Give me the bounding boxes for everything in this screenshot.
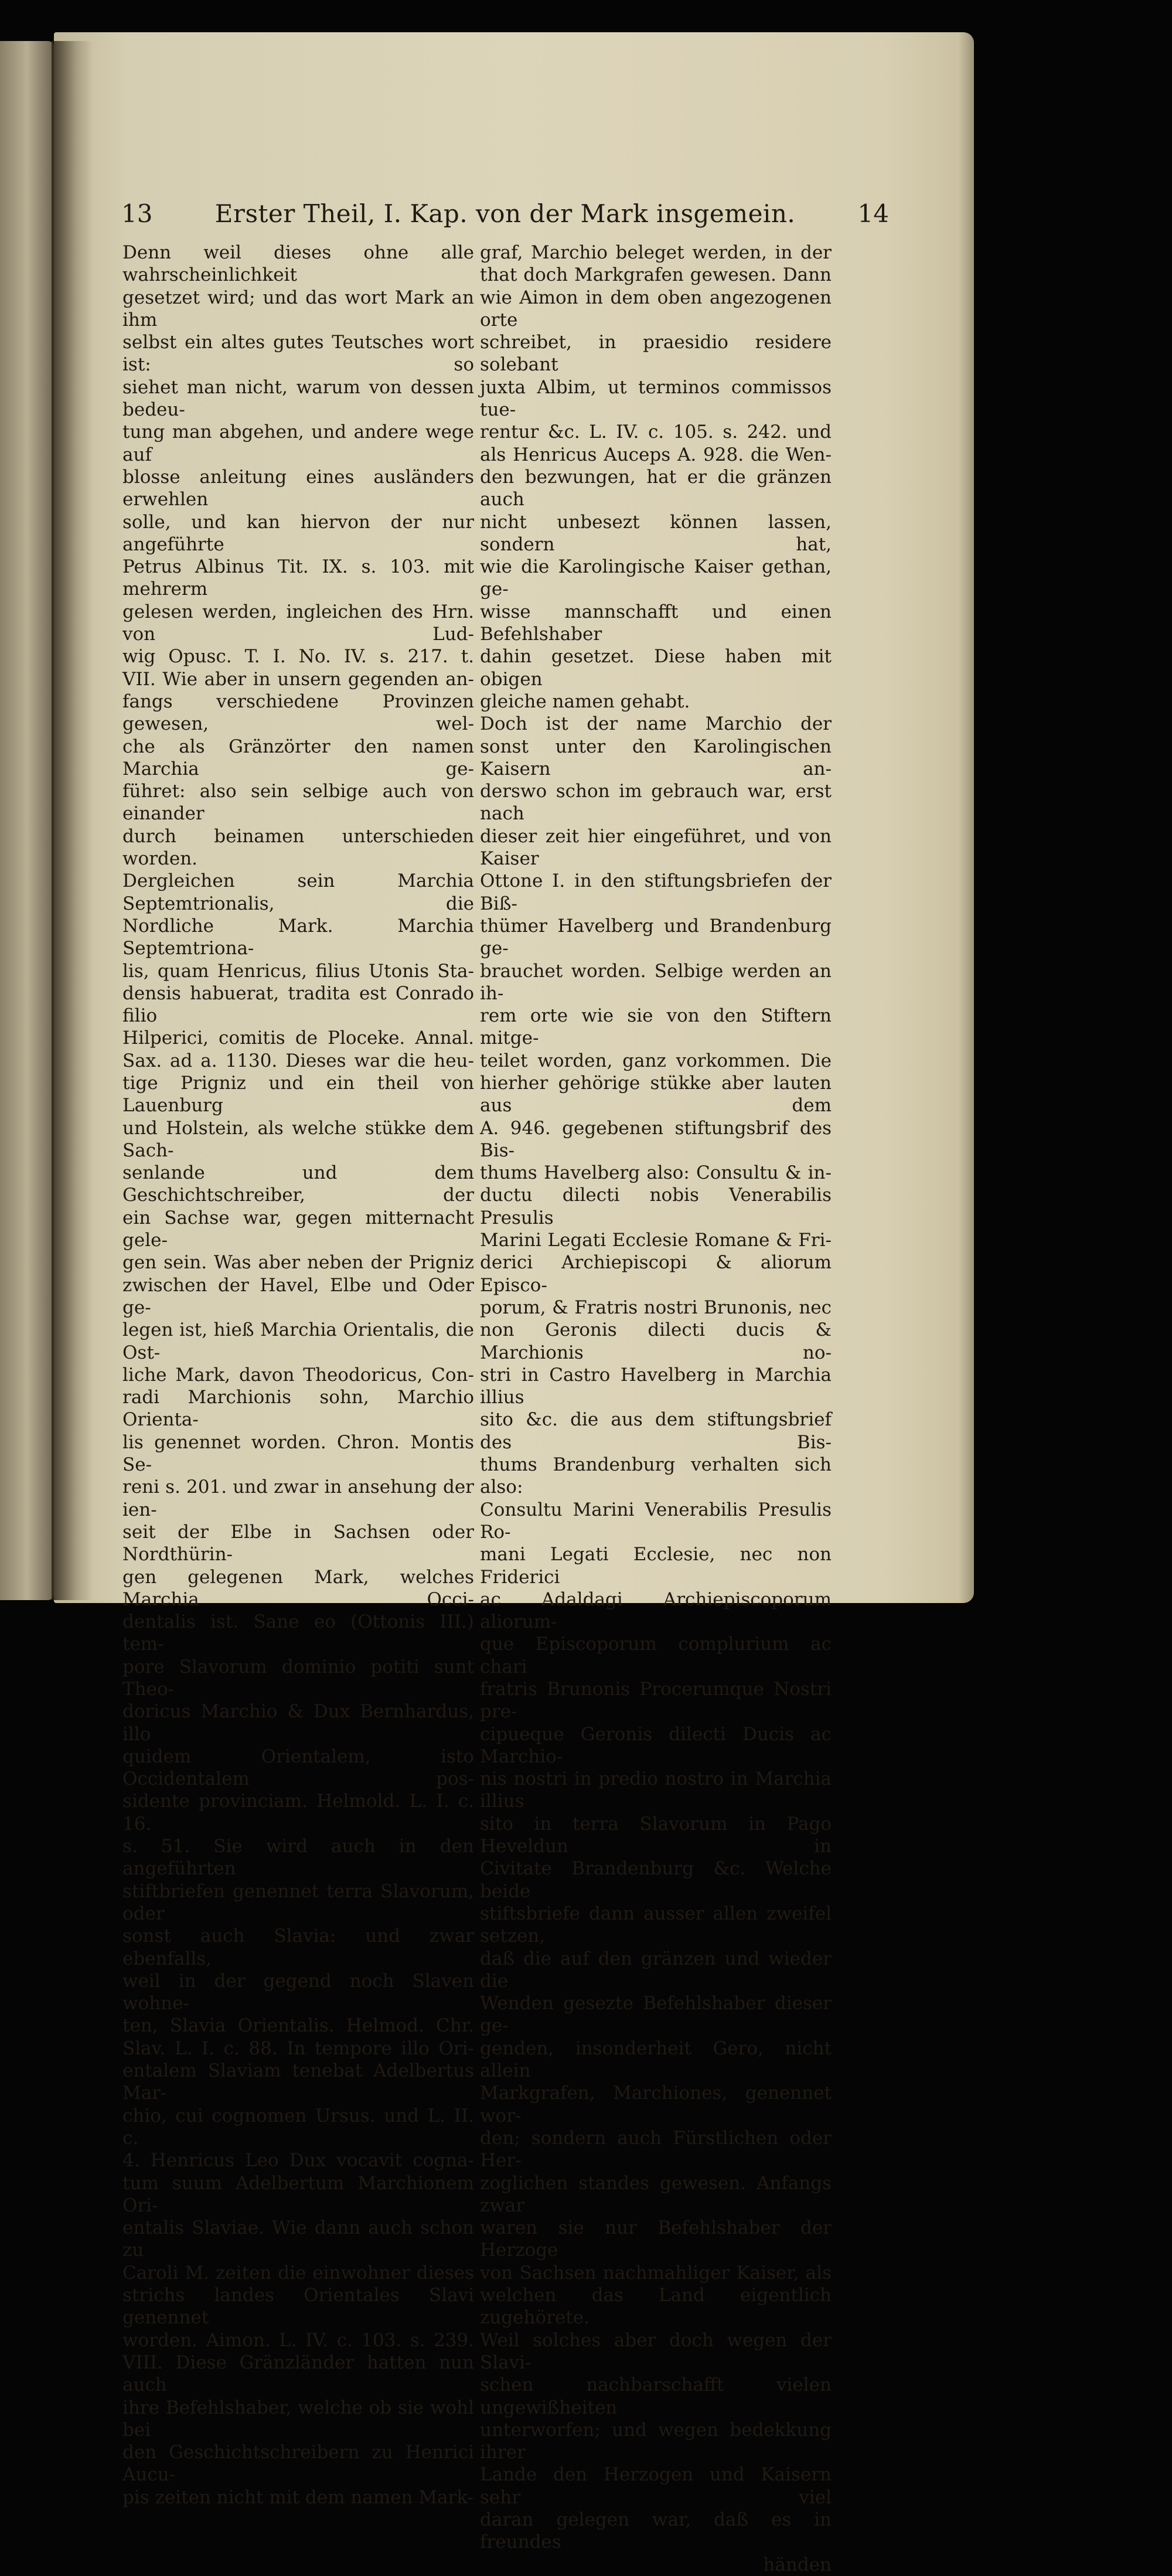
text-line: chio, cui cognomen Ursus. und L. II. c. xyxy=(122,2105,474,2149)
left-text-column xyxy=(122,241,474,2509)
text-line: rentur &c. L. IV. c. 105. s. 242. und xyxy=(480,421,832,443)
text-line: liche Mark, davon Theodoricus, Con- xyxy=(122,1364,474,1386)
text-line: radi Marchionis sohn, Marchio Orienta- xyxy=(122,1387,474,1431)
text-line: teilet worden, ganz vorkommen. Die xyxy=(480,1050,832,1071)
text-line: von Sachsen nachmahliger Kaiser, als xyxy=(480,2262,832,2284)
text-line: Marini Legati Ecclesie Romane & Fri- xyxy=(480,1230,832,1251)
text-line: nis nostri in predio nostro in Marchia illius xyxy=(480,1768,832,1812)
text-line: als Henricus Auceps A. 928. die Wen- xyxy=(480,444,832,465)
text-line: fangs verschiedene Provinzen gewesen, wel- xyxy=(122,690,474,735)
text-line: thümer Havelberg und Brandenburg ge- xyxy=(480,915,832,959)
text-line: doricus Marchio & Dux Bernhardus, illo xyxy=(122,1701,474,1745)
text-line: Weil solches aber doch wegen der Slavi- xyxy=(480,2329,832,2373)
text-line: dentalis ist. Sane eo (Ottonis III.) tem- xyxy=(122,1611,474,1655)
text-line: che als Gränzörter den namen Marchia ge- xyxy=(122,736,474,780)
text-line: VIII. Diese Gränzländer hatten nun auch xyxy=(122,2352,474,2396)
text-line: entalem Slaviam tenebat Adelbertus Mar- xyxy=(122,2060,474,2104)
text-line: stri in Castro Havelberg in Marchia illius xyxy=(480,1364,832,1408)
text-line: Civitate Brandenburg &c. Welche beide xyxy=(480,1858,832,1902)
text-line: durch beinamen unterschieden worden. xyxy=(122,825,474,870)
text-line: tum suum Adelbertum Marchionem Ori- xyxy=(122,2172,474,2216)
text-line: wie Aimon in dem oben angezogenen orte xyxy=(480,287,832,331)
running-head xyxy=(121,193,889,234)
book-gutter xyxy=(52,41,93,1600)
text-line: that doch Markgrafen gewesen. Dann xyxy=(480,264,832,286)
text-line: s. 51. Sie wird auch in den angeführten xyxy=(122,1836,474,1880)
text-line: tige Prigniz und ein theil von Lauenburg xyxy=(122,1072,474,1117)
text-line: Ottone I. in den stiftungsbriefen der Biß- xyxy=(480,870,832,914)
text-line: den bezwungen, hat er die gränzen auch xyxy=(480,466,832,511)
text-line: senlande und dem Geschichtschreiber, der xyxy=(122,1162,474,1206)
page-edge-shadow xyxy=(959,32,974,1603)
text-line: stiftsbriefe dann ausser allen zweifel setzen, xyxy=(480,1903,832,1947)
text-line: que Episcoporum complurium ac chari xyxy=(480,1634,832,1677)
text-line: den; sondern auch Fürstlichen oder Her- xyxy=(480,2127,832,2172)
text-line: schen nachbarschafft vielen ungewißheiten xyxy=(480,2374,832,2418)
text-line: sito &c. die aus dem stiftungsbrief des Bis- xyxy=(480,1409,832,1453)
text-line: daran gelegen war, daß es in freundes xyxy=(480,2509,832,2553)
text-line: wie die Karolingische Kaiser gethan, ge- xyxy=(480,556,832,600)
text-line: strichs landes Orientales Slavi genennet xyxy=(122,2285,474,2329)
text-line: legen ist, hieß Marchia Orientalis, die Ost- xyxy=(122,1319,474,1363)
text-line: Doch ist der name Marchio der xyxy=(480,713,832,735)
text-line: densis habuerat, tradita est Conrado filio xyxy=(122,982,474,1027)
text-line: blosse anleitung eines ausländers erwehlen xyxy=(122,466,474,511)
text-line: solle, und kan hiervon der nur angeführte xyxy=(122,511,474,555)
text-line: ihre Befehlshaber, welche ob sie wohl bei xyxy=(122,2397,474,2441)
text-line: A. 946. gegebenen stiftungsbrif des Bis- xyxy=(480,1117,832,1161)
text-line: rem orte wie sie von den Stiftern mitge- xyxy=(480,1005,832,1049)
text-line: derswo schon im gebrauch war, erst nach xyxy=(480,781,832,825)
text-line: non Geronis dilecti ducis & Marchionis no- xyxy=(480,1319,832,1363)
page-number-left: 13 xyxy=(121,199,153,228)
text-line: Wenden gesezte Befehlshaber dieser ge- xyxy=(480,1993,832,2037)
text-line: quidem Orientalem, isto Occidentalem pos- xyxy=(122,1745,474,1790)
text-line: schreibet, in praesidio residere solebant xyxy=(480,332,832,376)
text-line: VII. Wie aber in unsern gegenden an- xyxy=(122,668,474,690)
text-line: Hilperici, comitis de Ploceke. Annal. xyxy=(122,1027,474,1049)
text-line: waren sie nur Befehlshaber der Herzoge xyxy=(480,2217,832,2261)
text-line: sonst unter den Karolingischen Kaisern an- xyxy=(480,736,832,780)
running-title: Erster Theil, I. Kap. von der Mark insgemein. xyxy=(214,199,796,228)
text-line: fratris Brunonis Procerumque Nostri pre- xyxy=(480,1679,832,1723)
text-line: Caroli M. zeiten die einwohner dieses xyxy=(122,2262,474,2284)
text-line: Lande den Herzogen und Kaisern sehr viel xyxy=(480,2464,832,2508)
text-line: worden. Aimon. L. IV. c. 103. s. 239. xyxy=(122,2329,474,2351)
text-line: sito in terra Slavorum in Pago Heveldun in xyxy=(480,1813,832,1857)
text-line: siehet man nicht, warum von dessen bedeu- xyxy=(122,376,474,421)
text-line: wisse mannschafft und einen Befehlshaber xyxy=(480,601,832,645)
text-line: hierher gehörige stükke aber lauten aus dem xyxy=(480,1072,832,1117)
page-number-right: 14 xyxy=(857,199,889,228)
text-line: sonst auch Slavia: und zwar ebenfalls, xyxy=(122,1925,474,1969)
book-page xyxy=(54,32,974,2575)
text-line: dieser zeit hier eingeführet, und von Kaiser xyxy=(480,825,832,870)
text-line: händen xyxy=(763,2554,832,2575)
text-line: reni s. 201. und zwar in ansehung der ien- xyxy=(122,1476,474,1520)
text-line: graf, Marchio beleget werden, in der xyxy=(480,242,832,263)
text-line: tung man abgehen, und andere wege auf xyxy=(122,421,474,465)
text-line: genden, insonderheit Gero, nicht allein xyxy=(480,2037,832,2082)
text-line: pore Slavorum dominio potiti sunt Theo- xyxy=(122,1656,474,1700)
text-line: gleiche namen gehabt. xyxy=(480,690,690,712)
text-line: selbst ein altes gutes Teutsches wort ist: so xyxy=(122,332,474,376)
text-line: stiftbriefen genennet terra Slavorum, oder xyxy=(122,1880,474,1924)
left-page-edge xyxy=(0,41,54,1600)
text-line: ac Adaldagi Archiepiscoporum aliorum- xyxy=(480,1588,832,1633)
text-line: lis, quam Henricus, filius Utonis Sta- xyxy=(122,960,474,982)
text-line: Denn weil dieses ohne alle wahrscheinlichkeit xyxy=(122,242,474,286)
text-line: gen gelegenen Mark, welches Marchia Occi- xyxy=(122,1566,474,1610)
text-line: Markgrafen, Marchiones, genennet wor- xyxy=(480,2082,832,2126)
text-line: Petrus Albinus Tit. IX. s. 103. mit mehrerm xyxy=(122,556,474,600)
text-line: den Geschichtschreibern zu Henrici Aucu- xyxy=(122,2442,474,2486)
right-text-column xyxy=(480,241,832,2576)
text-line: ein Sachse war, gegen mitternacht gele- xyxy=(122,1207,474,1251)
text-line: mani Legati Ecclesie, nec non Friderici xyxy=(480,1544,832,1588)
text-line: Slav. L. I. c. 88. In tempore illo Ori- xyxy=(122,2037,474,2059)
text-line: ductu dilecti nobis Venerabilis Presulis xyxy=(480,1185,832,1229)
text-line: Sax. ad a. 1130. Dieses war die heu- xyxy=(122,1050,474,1071)
text-line: gen sein. Was aber neben der Prigniz xyxy=(122,1252,474,1274)
text-line: pis zeiten nicht mit dem namen Mark- xyxy=(122,2486,474,2508)
text-line: zoglichen standes gewesen. Anfangs zwar xyxy=(480,2172,832,2216)
text-line: dahin gesetzet. Diese haben mit obigen xyxy=(480,646,832,690)
text-line: thums Havelberg also: Consultu & in- xyxy=(480,1162,832,1184)
text-line: gesetzet wird; und das wort Mark an ihm xyxy=(122,287,474,331)
text-line: cipueque Geronis dilecti Ducis ac Marchio- xyxy=(480,1723,832,1767)
text-line: daß die auf den gränzen und wieder die xyxy=(480,1948,832,1992)
text-line: lis genennet worden. Chron. Montis Se- xyxy=(122,1431,474,1476)
text-line: brauchet worden. Selbige werden an ih- xyxy=(480,960,832,1004)
text-line: Dergleichen sein Marchia Septemtrionalis, die xyxy=(122,870,474,914)
text-line: 4. Henricus Leo Dux vocavit cogna- xyxy=(122,2150,474,2172)
text-line: derici Archiepiscopi & aliorum Episco- xyxy=(480,1252,832,1296)
text-line: ten, Slavia Orientalis. Helmod. Chr. xyxy=(122,2015,474,2037)
text-line: gelesen werden, ingleichen des Hrn. von Lud- xyxy=(122,601,474,645)
text-line: seit der Elbe in Sachsen oder Nordthürin- xyxy=(122,1521,474,1566)
text-line: weil in der gegend noch Slaven wohne- xyxy=(122,1970,474,2014)
text-line: führet: also sein selbige auch von einander xyxy=(122,781,474,825)
text-line: thums Brandenburg verhalten sich also: xyxy=(480,1454,832,1498)
text-line: Consultu Marini Venerabilis Presulis Ro- xyxy=(480,1499,832,1543)
text-line: wig Opusc. T. I. No. IV. s. 217. t. xyxy=(122,646,474,668)
text-line: sidente provinciam. Helmold. L. I. c. 16. xyxy=(122,1791,474,1835)
text-line: juxta Albim, ut terminos commissos tue- xyxy=(480,376,832,421)
text-line: nicht unbesezt können lassen, sondern hat, xyxy=(480,511,832,555)
text-line: und Holstein, als welche stükke dem Sach- xyxy=(122,1117,474,1161)
text-line: Nordliche Mark. Marchia Septemtriona- xyxy=(122,915,474,959)
text-line: porum, & Fratris nostri Brunonis, nec xyxy=(480,1296,832,1318)
text-line: zwischen der Havel, Elbe und Oder ge- xyxy=(122,1274,474,1318)
text-line: unterworfen; und wegen bedekkung ihrer xyxy=(480,2419,832,2463)
text-line: entalis Slaviae. Wie dann auch schon zu xyxy=(122,2217,474,2261)
text-line: welchen das Land eigentlich zugehörete. xyxy=(480,2285,832,2329)
